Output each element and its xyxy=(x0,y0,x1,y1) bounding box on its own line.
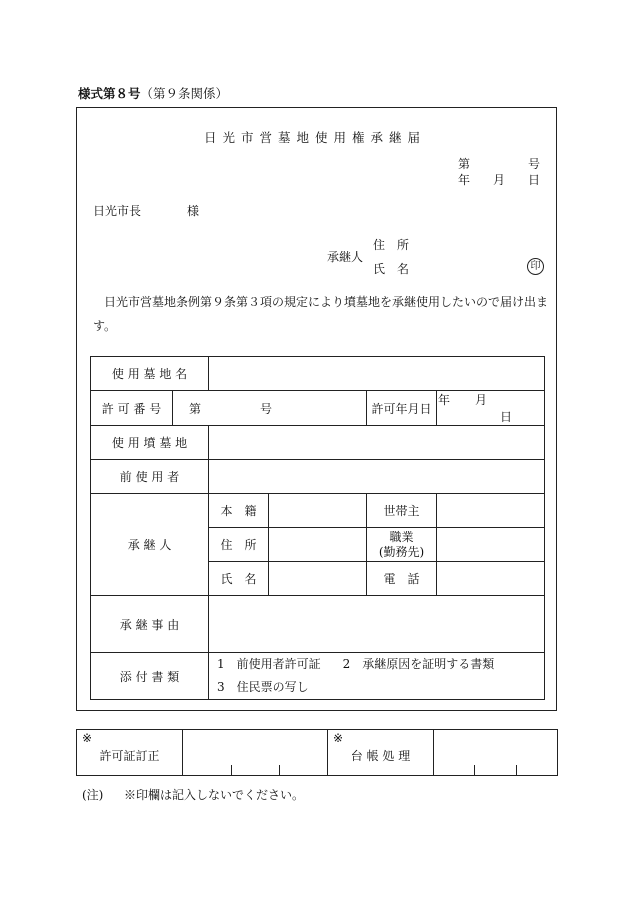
input-grave-plot[interactable] xyxy=(209,426,545,460)
permit-go: 号 xyxy=(260,401,273,416)
permit-correction-cell xyxy=(77,730,183,776)
input-reason[interactable] xyxy=(209,596,545,653)
attachment-2: 2 承継原因を証明する書類 xyxy=(342,657,495,671)
workplace-text: (勤務先) xyxy=(378,544,425,559)
input-permit-number[interactable] xyxy=(173,391,367,426)
label-successor-address: 住 所 xyxy=(209,528,269,562)
form-label xyxy=(78,84,228,102)
permit-correction-input[interactable] xyxy=(183,730,328,776)
input-occupation[interactable] xyxy=(437,528,545,562)
ledger-processing-input[interactable] xyxy=(434,730,558,776)
tick-mark xyxy=(516,765,517,775)
input-household-head[interactable] xyxy=(437,494,545,528)
label-grave-plot: 使 用 墳 墓 地 xyxy=(91,426,209,460)
label-occupation xyxy=(367,528,437,562)
date-month: 月 xyxy=(493,173,506,187)
permit-date-year: 年 xyxy=(437,393,450,407)
occupation-text: 職業 xyxy=(389,529,414,544)
attachments-list xyxy=(209,653,545,700)
input-grave-name[interactable] xyxy=(209,357,545,391)
form-number: 様式第８号 xyxy=(78,86,141,101)
tick-mark xyxy=(231,765,232,775)
form-relation: （第９条関係） xyxy=(140,86,229,101)
label-reason: 承 継 事 由 xyxy=(91,596,209,653)
label-previous-user: 前 使 用 者 xyxy=(91,460,209,494)
input-honseki[interactable] xyxy=(269,494,367,528)
note-label: (注) xyxy=(82,788,104,802)
attachment-1: 1 前使用者許可証 xyxy=(217,657,321,671)
tick-mark xyxy=(474,765,475,775)
input-previous-user[interactable] xyxy=(209,460,545,494)
table-row xyxy=(91,426,545,460)
table-row xyxy=(91,494,545,528)
body-text-line2: す。 xyxy=(93,319,117,333)
applicant-name-label: 氏 名 xyxy=(373,262,410,276)
label-grave-name: 使 用 墓 地 名 xyxy=(91,357,209,391)
date-year: 年 xyxy=(458,173,471,187)
document-title: 日光市営墓地使用権承継届 xyxy=(203,130,426,145)
body-text-line1: 日光市営墓地条例第９条第３項の規定により墳墓地を承継使用したいので届け出ま xyxy=(104,295,549,309)
table-row xyxy=(91,596,545,653)
tick-mark xyxy=(279,765,280,775)
applicant-role: 承継人 xyxy=(327,250,364,264)
input-successor-address[interactable] xyxy=(269,528,367,562)
main-table xyxy=(90,356,545,700)
table-row xyxy=(91,653,545,700)
label-honseki: 本 籍 xyxy=(209,494,269,528)
label-permit-date: 許可年月日 xyxy=(367,391,437,426)
label-permit-number: 許 可 番 号 xyxy=(91,391,173,426)
label-household-head: 世帯主 xyxy=(367,494,437,528)
office-mark-1: ※ xyxy=(82,731,93,745)
input-successor-name[interactable] xyxy=(269,562,367,596)
permit-correction-label: 許可証訂正 xyxy=(99,749,160,763)
input-permit-date[interactable] xyxy=(437,391,545,426)
table-row xyxy=(77,730,558,776)
number-go: 号 xyxy=(528,157,541,171)
table-row xyxy=(91,391,545,426)
addressee-honorific: 様 xyxy=(187,204,200,218)
applicant-address-label: 住 所 xyxy=(373,238,410,252)
permit-date-month: 月 xyxy=(475,393,488,407)
table-row xyxy=(91,460,545,494)
office-use-table xyxy=(76,729,558,776)
addressee: 日光市長 xyxy=(93,204,142,218)
number-dai: 第 xyxy=(458,157,471,171)
attachment-3: 3 住民票の写し xyxy=(217,680,309,694)
label-attachments: 添 付 書 類 xyxy=(91,653,209,700)
input-phone[interactable] xyxy=(437,562,545,596)
date-day: 日 xyxy=(528,173,541,187)
permit-date-day: 日 xyxy=(500,410,513,424)
ledger-processing-cell xyxy=(328,730,434,776)
label-successor: 承 継 人 xyxy=(91,494,209,596)
permit-dai: 第 xyxy=(189,401,202,416)
ledger-processing-label: 台 帳 処 理 xyxy=(350,749,411,763)
office-mark-2: ※ xyxy=(333,731,344,745)
label-successor-name: 氏 名 xyxy=(209,562,269,596)
seal-mark: 印 xyxy=(527,258,544,275)
label-phone: 電 話 xyxy=(367,562,437,596)
table-row xyxy=(91,357,545,391)
note-text: ※印欄は記入しないでください。 xyxy=(124,788,305,802)
